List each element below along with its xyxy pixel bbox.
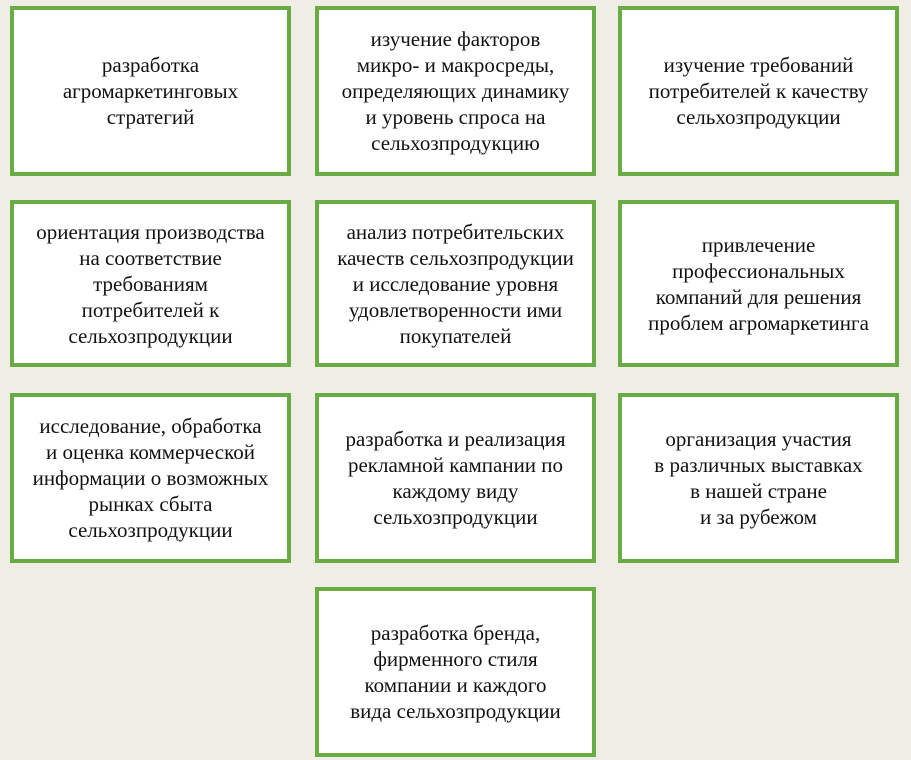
box-text: разработка агромаркетинговых стратегий — [62, 53, 239, 129]
box-text: разработка и реализация рекламной кампании по каждому виду сельхозпродукции — [345, 427, 566, 529]
box-quality-requirements — [618, 6, 899, 176]
box-demand-factors — [315, 6, 596, 176]
box-professional-companies — [618, 200, 899, 367]
box-text: ориентация производства на соответствие требованиям потребителей к сельхозпродукции — [36, 219, 265, 348]
box-text: исследование, обработка и оценка коммерческой информации о возможных рынках сбыта сельхозпродукции — [32, 414, 269, 542]
box-text: организация участия в различных выставках в нашей стране и за рубежом — [654, 427, 863, 529]
box-text: изучение требований потребителей к качеству сельхозпродукции — [648, 53, 869, 129]
box-advertising-campaign — [315, 393, 596, 563]
box-text: изучение факторов микро- и макросреды, определяющих динамику и уровень спроса на сельхозпродукцию — [341, 27, 570, 155]
box-consumer-analysis — [315, 200, 596, 367]
box-brand-development — [315, 587, 596, 757]
box-text: разработка бренда, фирменного стиля компании и каждого вида сельхозпродукции — [350, 621, 561, 723]
box-market-research — [10, 393, 291, 563]
box-production-orientation — [10, 200, 291, 367]
box-text: привлечение профессиональных компаний для решения проблем агромаркетинга — [648, 232, 869, 335]
box-exhibitions — [618, 393, 899, 563]
box-agromarketing-strategies — [10, 6, 291, 176]
box-text: анализ потребительских качеств сельхозпродукции и исследование уровня удовлетворенности ими покупателей — [337, 219, 574, 348]
